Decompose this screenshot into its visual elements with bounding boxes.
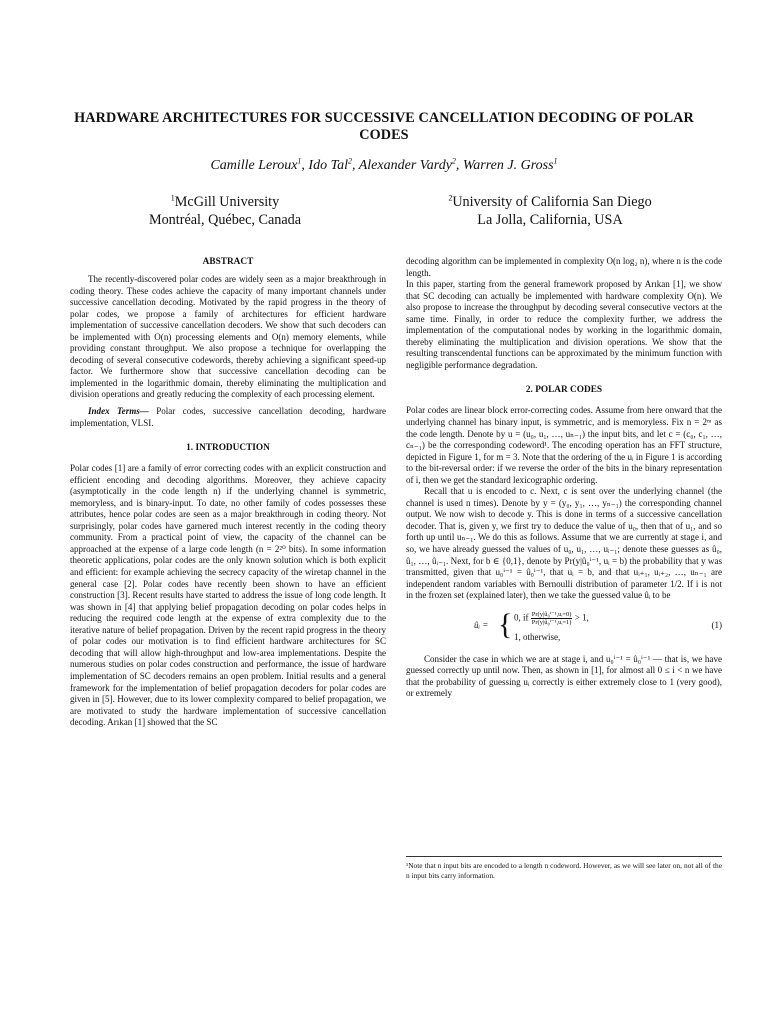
author-affiliation-mark: 1	[553, 156, 558, 166]
author-name: Warren J. Gross	[462, 158, 554, 173]
index-terms-label: Index Terms—	[88, 406, 149, 417]
affiliation-ucsd	[405, 193, 695, 229]
author-name: Alexander Vardy	[358, 158, 452, 173]
polar-codes-text: Polar codes are linear block error-correcting codes. Assume from here onward that the underlying channel has binary input, is symmetric, and is memoryless. Fix n = 2ᵐ as the code length. Denote by u = (u₀, u₁, …, uₙ₋₁) the input bits, and let c = (c₀, c₁, …, cₙ₋₁) be the corresponding codeword¹. The encoding operation has an FFT structure, depicted in Figure 1, for m = 3. Note that the ordering of the uᵢ in Figure 1 is according to the bit-reversal order: if we reverse the order of the bits in the binary representation of i, then we get the standard lexicographic ordering.	[406, 405, 722, 485]
paper-contribution-text: In this paper, starting from the general framework proposed by Arıkan [1], we show that SC decoding can actually be implemented with hardware complexity O(n). We also propose to increase the throughput by decoding several consecutive vectors at the same time. Finally, in order to reduce the complexity further, we address the implementation of the computational nodes by working in the logarithmic domain, thereby eliminating the multiplication and division operations. We show that the resulting transcendental functions can be approximated by the minimum function with negligible performance degradation.	[406, 279, 722, 370]
abstract-heading: ABSTRACT	[202, 257, 254, 267]
sc-decoding-text: Recall that u is encoded to c. Next, c is sent over the underlying channel (the channel is used n times). Denote by y = (y₀, y₁, …, yₙ₋₁) the corresponding channel output. We now wish to decode y. This is done in terms of a successive cancellation decoder. That is, given y, we first try to deduce the value of u₀, then that of u₁, and so forth up until uₙ₋₁. We do this as follows. Assume that we are currently at stage i, and so, we have already guessed the values of u₀, u₁, …, uᵢ₋₁; denote these guesses as û₀, û₁, …, ûᵢ₋₁. Next, for b ∈ {0,1}, denote by Pr(y|û₀ⁱ⁻¹, uᵢ = b) the probability that y was transmitted, given that u₀ⁱ⁻¹ = û₀ⁱ⁻¹, that uᵢ = b, and that uᵢ₊₁, uᵢ₊₂, …, uₙ₋₁ are independent random variables with Bernoulli distribution of parameter 1/2. If i is not in the frozen set (explained later), then we take the guessed value ûᵢ to be	[406, 486, 722, 601]
affiliation-mcgill	[100, 193, 350, 229]
abstract-text: The recently-discovered polar codes are widely seen as a major breakthrough in coding theory. These codes achieve the capacity of many important channels under successive cancellation decoding. Motivated by the rapid progress in the theory of polar codes, we propose a family of architectures for efficient hardware implementation of successive cancellation decoders. We show that such decoders can be implemented with O(n) processing elements and O(n) memory elements, while providing constant throughput. We also propose a technique for overlapping the decoding of several consecutive codewords, thereby achieving a significant speed-up factor. We furthermore show that successive cancellation decoding can be implemented in the logarithmic domain, thereby eliminating the multiplication and division operations and greatly reducing the complexity of each processing element.	[70, 274, 386, 400]
equation-denominator: Pr(y|û₀ⁱ⁻¹,uᵢ=1)	[531, 618, 572, 626]
author-affiliation-mark: 2	[451, 156, 456, 166]
equation-case-1-tail: > 1,	[574, 612, 589, 623]
equation-brace: {	[498, 607, 513, 641]
author-affiliation-mark: 2	[347, 156, 352, 166]
intro-heading: 1. INTRODUCTION	[186, 443, 270, 454]
author-list: Camille Leroux$^1$, Ido Tal$^2$, Alexander Vardy$^2$, Warren J. Gross$^1$	[210, 156, 558, 173]
equation-numerator: Pr(y|û₀ⁱ⁻¹,uᵢ=0)	[531, 610, 572, 618]
intro-continued-text: decoding algorithm can be implemented in complexity O(n log₂ n), where n is the code length.	[406, 256, 722, 278]
equation-fraction	[531, 611, 573, 626]
affiliation-number: 2	[448, 193, 453, 203]
right-column	[406, 256, 722, 700]
index-terms	[70, 406, 386, 429]
intro-text: Polar codes [1] are a family of error correcting codes with an explicit construction and efficient encoding and decoding algorithms. Moreover, they achieve capacity (asymptotically in the code length n) if the underlying channel is symmetric, memoryless, and is binary-input. To date, no other family of codes possesses these attributes, hence polar codes are seen as a major breakthrough in coding theory. Not surprisingly, polar codes have garnered much interest recently in the coding theory community. From a practical point of view, the capacity of the channel can be approached at the expense of a large code length (n = 2²⁰ bits). In some information theoretic applications, polar codes are the only known solution which is both explicit and efficient: for example achieving the secrecy capacity of the wiretap channel in the general case [2]. Polar codes have recently been shown to have an efficient construction [3]. Recent results have started to address the issue of long code length. It was shown in [4] that applying belief propagation decoding on polar codes helps in reducing the required code length at the expense of extra complexity due to the iterative nature of belief propagation. Driven by the recent rapid progress in the theory of polar codes our motivation is to find efficient hardware architectures for SC decoding that will allow high-throughput and low-area implementations. Despite the numerous studies on polar codes construction and performance, the issue of hardware implementation of SC decoders remains an open problem. Initial results and a general framework for the implementation of belief propagation decoders for polar codes are given in [5]. However, due to its lower complexity compared to belief propagation, we are motivated to study the hardware implementation of successive cancellation decoding. Arıkan [1] showed that the SC	[70, 463, 386, 728]
sc-analysis-text: Consider the case in which we are at stage i, and u₀ⁱ⁻¹ = û₀ⁱ⁻¹ — that is, we have guessed correctly up until now. Then, as shown in [1], for almost all 0 ≤ i < n we have that the probability of guessing uᵢ correctly is either extremely close to 1 (very good), or extremely	[406, 653, 722, 699]
footnote: ¹Note that n input bits are encoded to a length n codeword. However, as we will see later on, not all of the n input bits carry information.	[406, 856, 722, 880]
paper-title: HARDWARE ARCHITECTURES FOR SUCCESSIVE CANCELLATION DECODING OF POLAR CODES	[74, 110, 694, 143]
affiliation-number: 1	[170, 193, 175, 203]
author-affiliation-mark: 1	[297, 156, 302, 166]
equation-number: (1)	[711, 619, 722, 630]
left-column	[70, 256, 386, 729]
equation-lhs: ûᵢ =	[474, 619, 489, 630]
polar-codes-heading: 2. POLAR CODES	[525, 385, 603, 396]
equation-case-1	[514, 611, 589, 626]
affiliation-location: Montréal, Québec, Canada	[148, 212, 302, 228]
affiliation-location: La Jolla, California, USA	[477, 212, 623, 228]
equation-1	[406, 608, 722, 648]
affiliation-name: McGill University	[174, 194, 280, 210]
equation-case-1-label: 0, if	[514, 612, 529, 623]
index-terms-text: Polar codes, successive cancellation decoding, hardware implementation, VLSI.	[70, 406, 386, 428]
author-name: Ido Tal	[308, 158, 348, 173]
affiliation-name: University of California San Diego	[452, 194, 652, 210]
author-name: Camille Leroux	[210, 158, 298, 173]
equation-case-2: 1, otherwise,	[514, 631, 561, 642]
